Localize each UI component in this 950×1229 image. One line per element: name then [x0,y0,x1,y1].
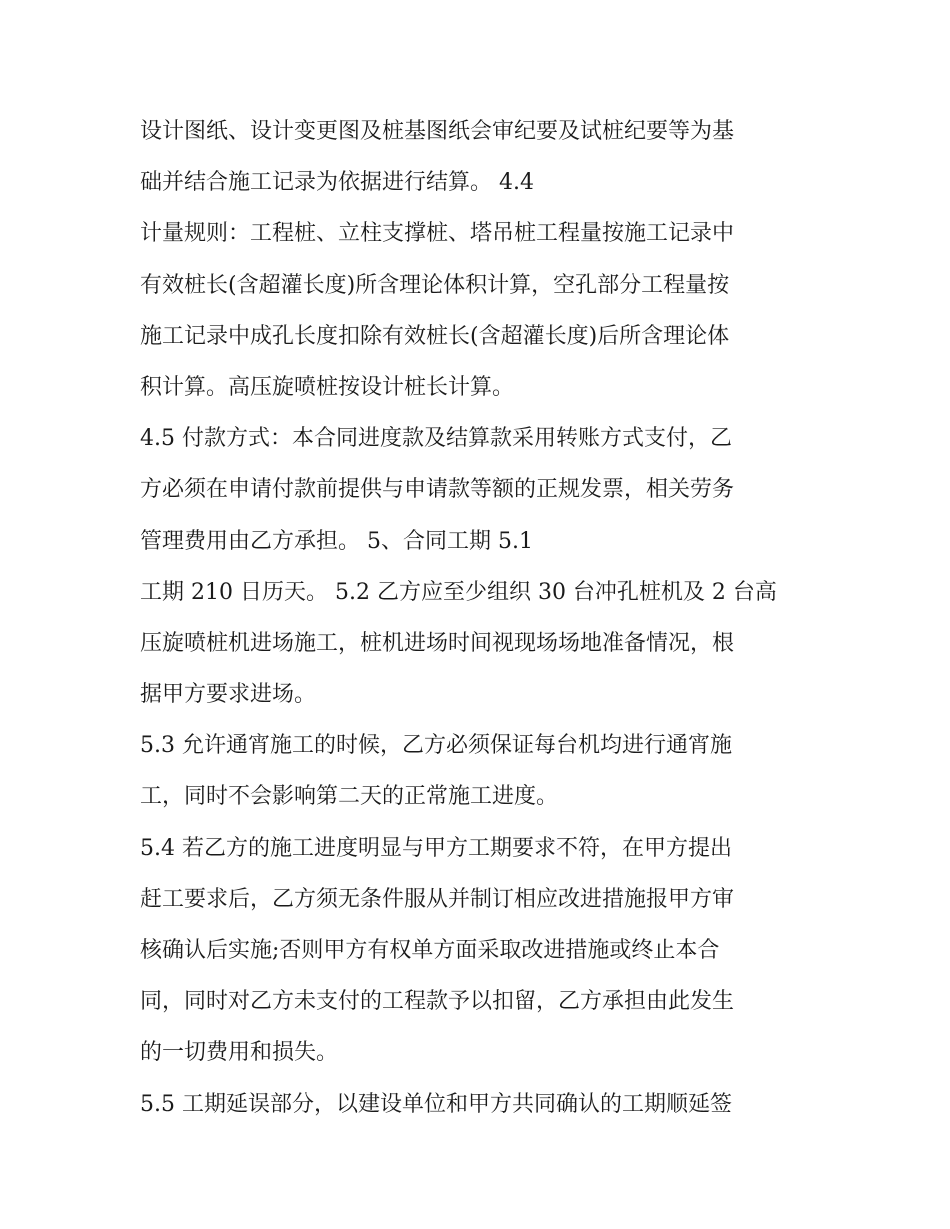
text-line: 施工记录中成孔长度扣除有效桩长(含超灌长度)后所含理论体 [140,323,730,349]
text-line: 管理费用由乙方承担。 5、合同工期 5.1 [140,528,533,554]
document-body [140,106,820,1130]
text-line: 方必须在申请付款前提供与申请款等额的正规发票，相关劳务 [140,477,735,503]
text-line: 的一切费用和损失。 [140,1040,339,1066]
text-line: 5.4 若乙方的施工进度明显与甲方工期要求不符，在甲方提出 [140,835,732,861]
text-line: 有效桩长(含超灌长度)所含理论体积计算，空孔部分工程量按 [140,272,730,298]
text-line: 核确认后实施;否则甲方有权单方面采取改进措施或终止本合 [140,938,720,963]
text-line: 据甲方要求进场。 [140,682,317,708]
text-line: 计量规则：工程桩、立柱支撑桩、塔吊桩工程量按施工记录中 [140,221,735,247]
text-line: 压旋喷桩机进场施工，桩机进场时间视现场场地准备情况，根 [140,630,735,656]
text-line: 同，同时对乙方未支付的工程款予以扣留，乙方承担由此发生 [140,989,735,1015]
text-line: 工期 210 日历天。 5.2 乙方应至少组织 30 台冲孔桩机及 2 台高 [140,579,777,605]
text-line: 4.5 付款方式：本合同进度款及结算款采用转账方式支付，乙 [140,426,732,452]
text-line: 积计算。高压旋喷桩按设计桩长计算。 [140,374,515,400]
text-line: 5.5 工期延误部分，以建设单位和甲方共同确认的工期顺延签 [140,1091,732,1117]
text-line: 设计图纸、设计变更图及桩基图纸会审纪要及试桩纪要等为基 [140,119,735,144]
text-line: 赶工要求后，乙方须无条件服从并制订相应改进措施报甲方审 [140,886,735,912]
text-line: 工，同时不会影响第二天的正常施工进度。 [140,784,559,810]
text-line: 础并结合施工记录为依据进行结算。 4.4 [140,170,534,196]
text-line: 5.3 允许通宵施工的时候，乙方必须保证每台机均进行通宵施 [140,733,732,759]
